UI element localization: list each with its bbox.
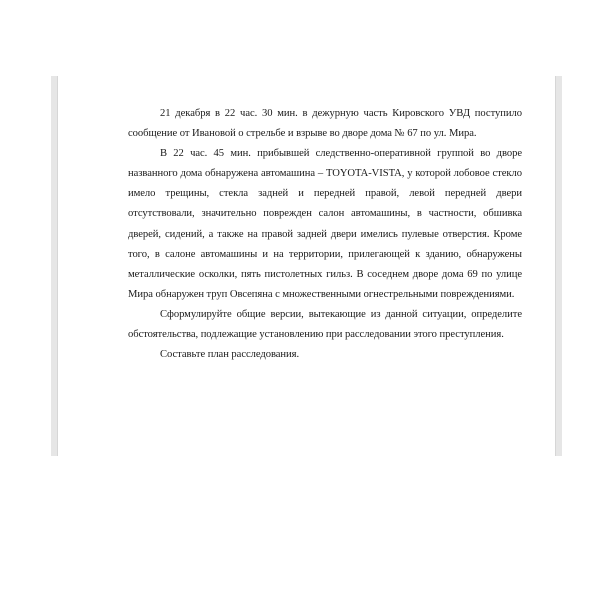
paragraph-task-versions: Сформулируйте общие версии, вытекающие из данной ситуации, определите обстоятельства, подлежащие установлению при расследовании этого преступления. — [128, 308, 522, 341]
paragraph-task-plan: Составьте план расследования. — [160, 349, 300, 361]
paragraph-incident-report: 21 декабря в 22 час. 30 мин. в дежурную часть Кировского УВД поступило сообщение от Ивановой о стрельбе и взрыве во дворе дома № 67 по ул. Мира. — [128, 108, 522, 140]
page-right-edge — [555, 76, 562, 456]
paragraph-scene-description: В 22 час. 45 мин. прибывшей следственно-оперативной группой во дворе названного дома обнаружена автомашина – TOYOTA-VISTA, у которой лобовое стекло имело трещины, стекла задней и передней правой, левой передней двери отсутствовали, значительно поврежден салон автомашины, в частности, обшивка дверей, сидений, а также на правой задней двери имелись пулевые отверстия. Кроме того, в салоне автомашины и на территории, прилегающей к зданию, обнаружены металлические осколки, пять пистолетных гильз. В соседнем дворе дома 69 по улице Мира обнаружен труп Овсепяна с множественными огнестрельными повреждениями. — [128, 148, 522, 300]
page-left-edge — [51, 76, 58, 456]
document-page — [128, 104, 522, 365]
